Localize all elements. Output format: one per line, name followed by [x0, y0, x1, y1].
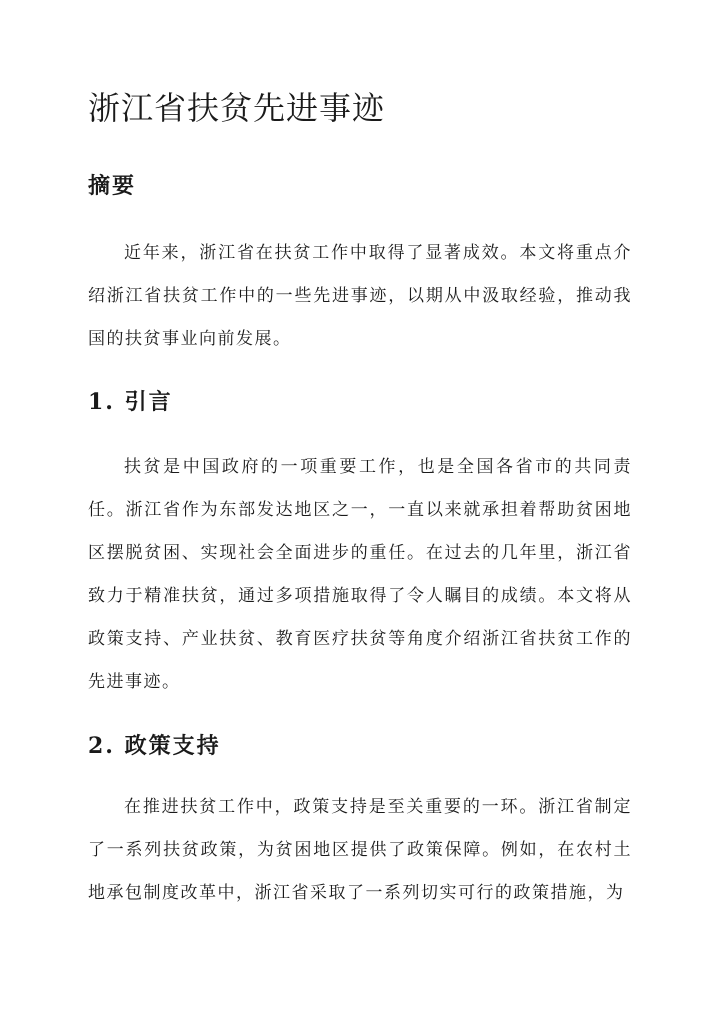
paragraph-introduction: 扶贫是中国政府的一项重要工作，也是全国各省市的共同责任。浙江省作为东部发达地区之一，一直以来就承担着帮助贫困地区摆脱贫困、实现社会全面进步的重任。在过去的几年里，浙江省致力于精准扶贫，通过多项措施取得了令人瞩目的成绩。本文将从政策支持、产业扶贫、教育医疗扶贫等角度介绍浙江省扶贫工作的先进事迹。	[88, 457, 632, 692]
document-title: 浙江省扶贫先进事迹	[88, 89, 386, 127]
section-heading-introduction: 1. 引言	[88, 389, 173, 415]
paragraph-policy-support: 在推进扶贫工作中，政策支持是至关重要的一环。浙江省制定了一系列扶贫政策，为贫困地区提供了政策保障。例如，在农村土地承包制度改革中，浙江省采取了一系列切实可行的政策措施，为	[88, 797, 632, 903]
paragraph-abstract: 近年来，浙江省在扶贫工作中取得了显著成效。本文将重点介绍浙江省扶贫工作中的一些先进事迹，以期从中汲取经验，推动我国的扶贫事业向前发展。	[88, 243, 632, 349]
section-heading-policy-support: 2. 政策支持	[88, 733, 221, 759]
section-heading-abstract: 摘要	[88, 173, 137, 199]
